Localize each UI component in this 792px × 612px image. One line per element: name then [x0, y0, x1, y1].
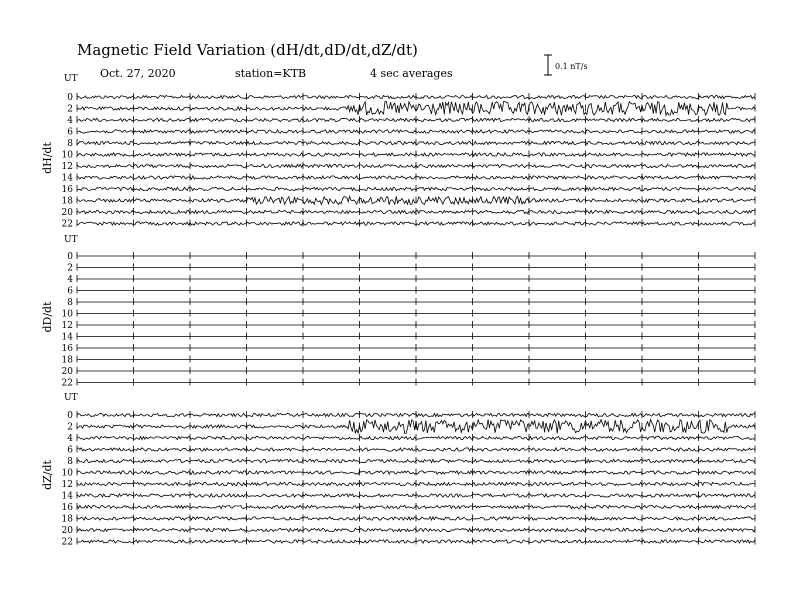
- row-label: 20: [61, 526, 73, 536]
- date-label: Oct. 27, 2020: [100, 67, 176, 80]
- row-label: 18: [61, 355, 73, 366]
- row-label: 6: [67, 286, 73, 297]
- row-label: 14: [61, 173, 73, 184]
- component-axis-label: dH/dt: [41, 142, 54, 174]
- row-label: 20: [61, 208, 73, 218]
- row-label: 16: [61, 185, 73, 195]
- component-axis-label: dZ/dt: [41, 460, 54, 490]
- row-label: 22: [61, 219, 73, 230]
- row-label: 12: [61, 480, 73, 490]
- ut-axis-label: UT: [64, 393, 78, 403]
- station-label: station=KTB: [235, 67, 307, 80]
- row-label: 10: [61, 468, 73, 479]
- row-label: 4: [67, 434, 73, 444]
- row-label: 14: [61, 491, 73, 502]
- row-label: 12: [61, 162, 73, 172]
- panel-dZ-dt: [41, 393, 755, 548]
- averaging-label: 4 sec averages: [370, 67, 453, 80]
- row-label: 10: [61, 309, 73, 320]
- row-label: 18: [61, 196, 73, 207]
- row-label: 0: [67, 411, 73, 421]
- row-label: 4: [67, 116, 73, 126]
- scale-bar: [544, 55, 588, 75]
- row-label: 6: [67, 445, 73, 456]
- row-label: 8: [67, 457, 73, 467]
- row-label: 20: [61, 367, 73, 377]
- row-label: 4: [67, 275, 73, 285]
- chart-title: Magnetic Field Variation (dH/dt,dD/dt,dZ/dt): [77, 41, 418, 59]
- row-label: 2: [67, 104, 73, 115]
- row-label: 22: [61, 537, 73, 548]
- ut-axis-label: UT: [64, 74, 78, 84]
- ut-axis-label: UT: [64, 235, 78, 245]
- row-label: 8: [67, 139, 73, 149]
- scale-bar-label: 0.1 nT/s: [555, 62, 588, 71]
- row-label: 2: [67, 263, 73, 274]
- panel-dH-dt: [41, 74, 755, 230]
- row-label: 16: [61, 344, 73, 354]
- row-label: 12: [61, 321, 73, 331]
- panel-dD-dt: [41, 235, 755, 389]
- row-label: 14: [61, 332, 73, 343]
- row-label: 2: [67, 422, 73, 433]
- row-label: 10: [61, 150, 73, 161]
- row-label: 22: [61, 378, 73, 389]
- row-label: 0: [67, 93, 73, 103]
- row-label: 6: [67, 127, 73, 138]
- row-label: 18: [61, 514, 73, 525]
- row-label: 16: [61, 503, 73, 513]
- row-label: 8: [67, 298, 73, 308]
- component-axis-label: dD/dt: [41, 301, 54, 333]
- row-label: 0: [67, 252, 73, 262]
